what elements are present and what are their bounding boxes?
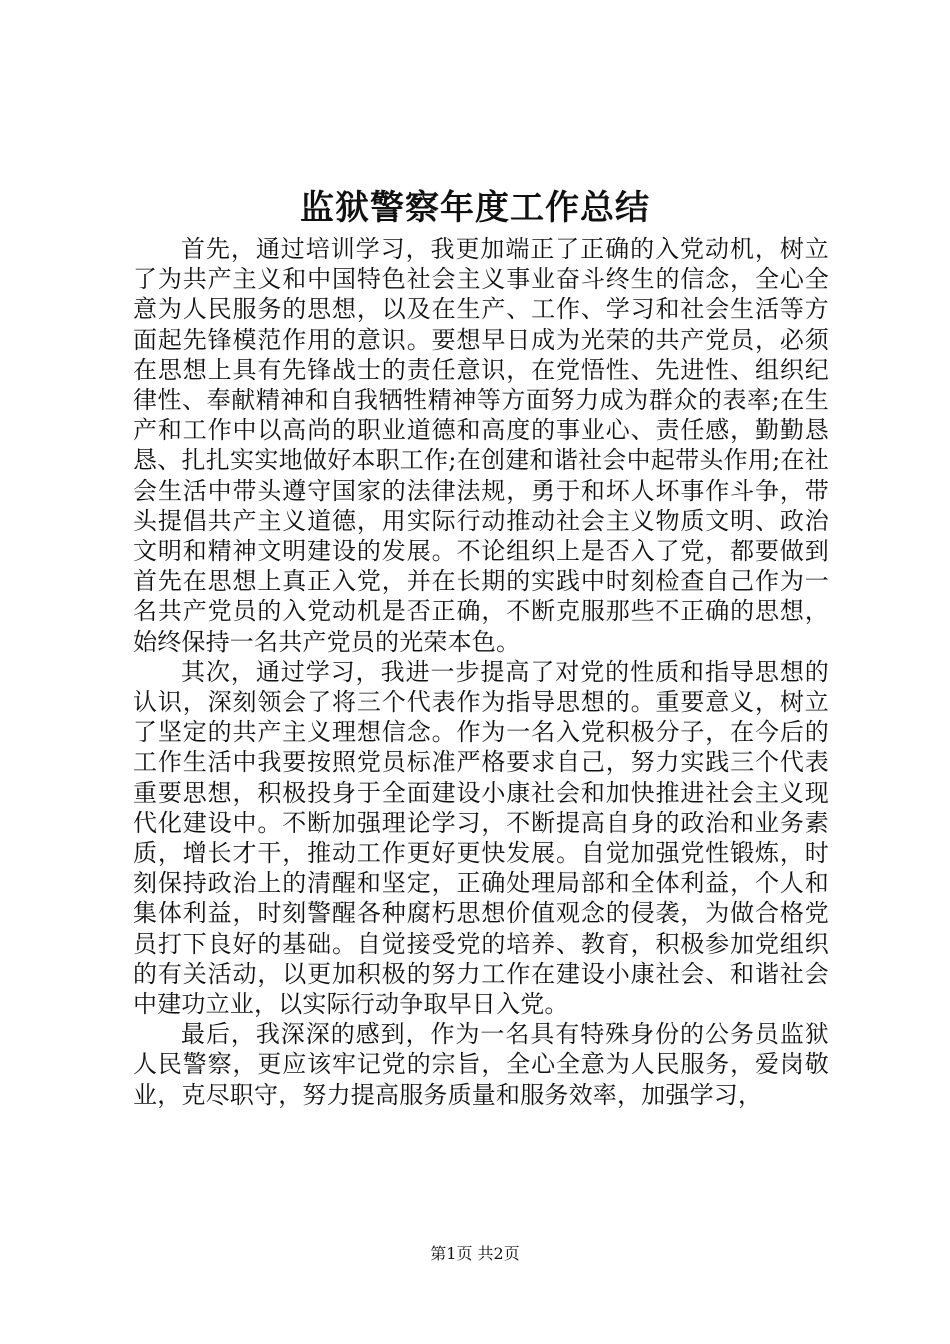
document-body — [133, 234, 829, 1110]
paragraph-1: 首先，通过培训学习，我更加端正了正确的入党动机，树立了为共产主义和中国特色社会主义事业奋斗终生的信念，全心全意为人民服务的思想，以及在生产、工作、学习和社会生活等方面起先锋模范作用的意识。要想早日成为光荣的共产党员，必须在思想上具有先锋战士的责任意识，在党悟性、先进性、组织纪律性、奉献精神和自我牺牲精神等方面努力成为群众的表率;在生产和工作中以高尚的职业道德和高度的事业心、责任感，勤勤恳恳、扎扎实实地做好本职工作;在创建和谐社会中起带头作用;在社会生活中带头遵守国家的法律法规，勇于和坏人坏事作斗争，带头提倡共产主义道德，用实际行动推动社会主义物质文明、政治文明和精神文明建设的发展。不论组织上是否入了党，都要做到首先在思想上真正入党，并在长期的实践中时刻检查自己作为一名共产党员的入党动机是否正确，不断克服那些不正确的思想，始终保持一名共产党员的光荣本色。 — [133, 235, 829, 656]
paragraph-3: 最后，我深深的感到，作为一名具有特殊身份的公务员监狱人民警察，更应该牢记党的宗旨，全心全意为人民服务，爱岗敬业，克尽职守，努力提高服务质量和服务效率，加强学习， — [133, 1020, 829, 1109]
document-title: 监狱警察年度工作总结 — [300, 188, 650, 228]
page-number-footer: 第1页 共2页 — [430, 1244, 520, 1263]
paragraph-2: 其次，通过学习，我进一步提高了对党的性质和指导思想的认识，深刻领会了将三个代表作为指导思想的。重要意义，树立了坚定的共产主义理想信念。作为一名入党积极分子，在今后的工作生活中我要按照党员标准严格要求自己，努力实践三个代表重要思想，积极投身于全面建设小康社会和加快推进社会主义现代化建设中。不断加强理论学习，不断提高自身的政治和业务素质，增长才干，推动工作更好更快发展。自觉加强党性锻炼，时刻保持政治上的清醒和坚定，正确处理局部和全体利益，个人和集体利益，时刻警醒各种腐朽思想价值观念的侵袭，为做合格党员打下良好的基础。自觉接受党的培养、教育，积极参加党组织的有关活动，以更加积极的努力工作在建设小康社会、和谐社会中建功立业，以实际行动争取早日入党。 — [133, 657, 829, 1019]
